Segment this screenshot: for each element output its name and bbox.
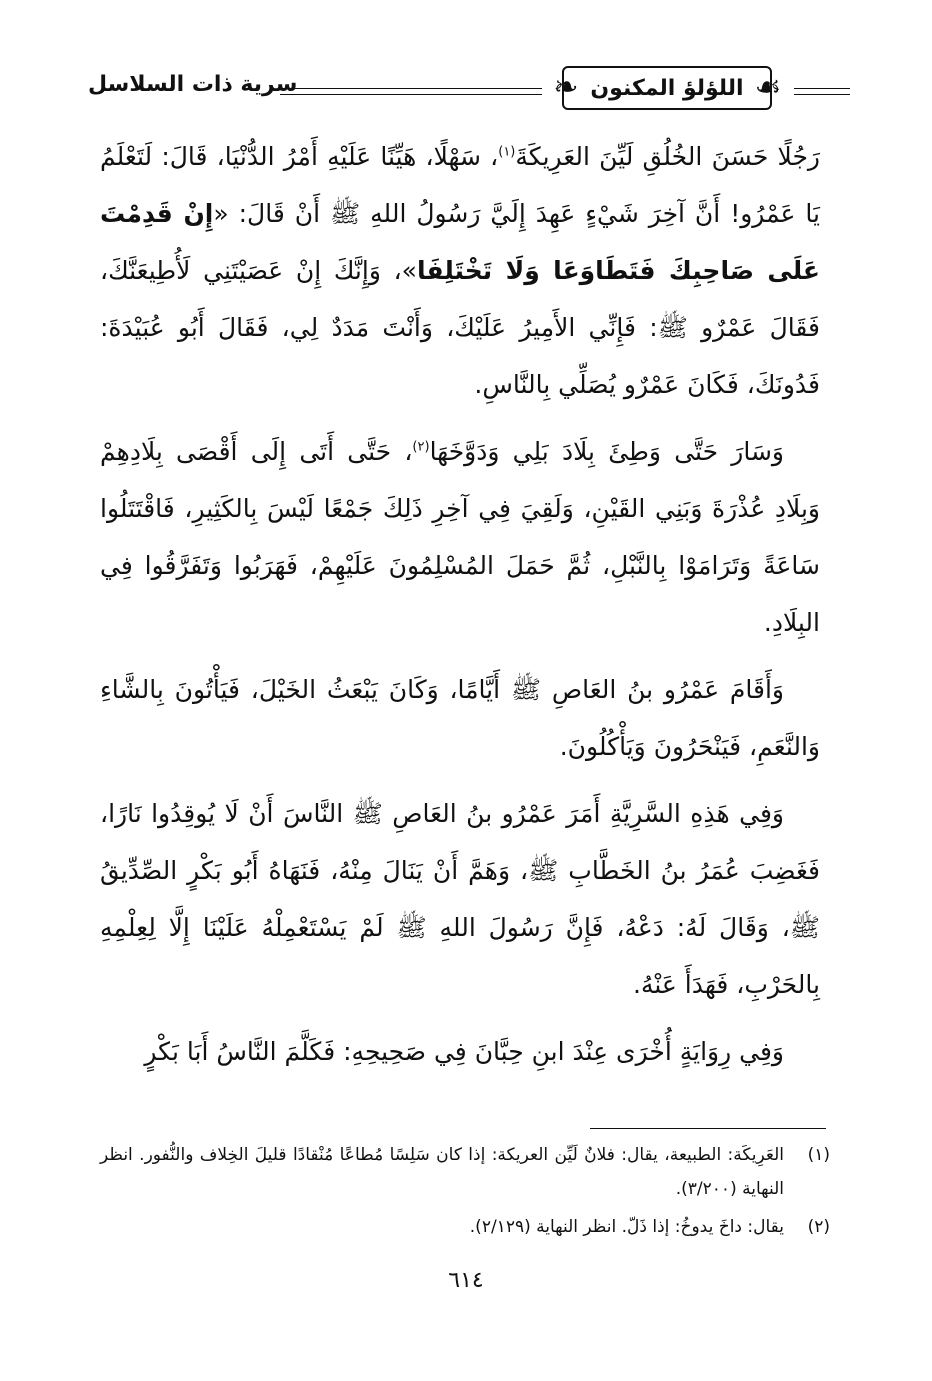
paragraph-text: وَسَارَ حَتَّى وَطِئَ بِلَادَ بَلِي وَدَوَّخَهَا — [429, 437, 784, 466]
header-rule-middle — [280, 88, 542, 95]
paragraph-text: وَفِي هَذِهِ السَّرِيَّةِ أَمَرَ عَمْرُو بنُ العَاصِ ﷺ النَّاسَ أَنْ لَا يُوقِدُوا نَارًا، فَغَضِبَ عُمَرُ بنُ الخَطَّابِ ﷺ، وَهَمَّ أَنْ يَنَالَ مِنْهُ، فَنَهَاهُ أَبُو بَكْرٍ الصِّدِّيقُ ﷺ، وَقَالَ لَهُ: دَعْهُ، فَإِنَّ رَسُولَ اللهِ ﷺ لَمْ يَسْتَعْمِلْهُ عَلَيْنَا إِلَّا لِعِلْمِهِ بِالحَرْبِ، فَهَدَأَ عَنْهُ. — [100, 799, 820, 999]
chapter-title: سرية ذات السلاسل — [88, 72, 298, 97]
paragraph-text: وَأَقَامَ عَمْرُو بنُ العَاصِ ﷺ أَيَّامًا، وَكَانَ يَبْعَثُ الخَيْلَ، فَيَأْتُونَ بِالشَّاءِ وَالنَّعَمِ، فَيَنْحَرُونَ وَيَأْكُلُونَ. — [100, 675, 820, 761]
paragraph-text: وَفِي رِوَايَةٍ أُخْرَى عِنْدَ ابنِ حِبَّانَ فِي صَحِيحِهِ: فَكَلَّمَ النَّاسُ أَبَا بَكْرٍ — [144, 1037, 784, 1066]
page-number: ٦١٤ — [448, 1268, 484, 1293]
body-paragraph — [100, 423, 820, 651]
hadith-quote: إِنْ قَدِمْتَ عَلَى صَاحِبِكَ فَتَطَاوَعَا وَلَا تَخْتَلِفَا — [100, 199, 820, 285]
paragraph-text: ، حَتَّى أَتَى إِلَى أَقْصَى بِلَادِهِمْ وَبِلَادِ عُذْرَةَ وَبَنِي القَيْنِ، وَلَقِيَ فِي آخِرِ ذَلِكَ جَمْعًا لَيْسَ بِالكَثِيرِ، فَاقْتَتَلُوا سَاعَةً وَتَرَامَوْا بِالنَّبْلِ، ثُمَّ حَمَلَ المُسْلِمُونَ عَلَيْهِمْ، فَهَرَبُوا وَتَفَرَّقُوا فِي البِلَادِ. — [100, 437, 820, 637]
ornament-right-icon: ☙ — [754, 70, 782, 105]
header-rule-right — [794, 88, 850, 95]
body-text — [100, 128, 820, 1090]
body-paragraph — [100, 661, 820, 775]
ornament-left-icon: ❧ — [553, 70, 579, 105]
footnote-text: يقال: داخَ يدوخُ: إذا ذَلّ. انظر النهاية (٢/١٢٩). — [469, 1217, 784, 1237]
book-title-cartouche — [552, 62, 782, 114]
footnote-reference: (١) — [498, 144, 516, 160]
book-title: اللؤلؤ المكنون — [590, 75, 744, 101]
footnote-number: (٢) — [807, 1217, 830, 1237]
footnote-number: (١) — [807, 1145, 830, 1165]
footnotes — [100, 1138, 830, 1248]
paragraph-text: ، سَهْلًا، هَيِّنًا عَلَيْهِ أَمْرُ الدُّنْيَا، قَالَ: لَتَعْلَمُ يَا عَمْرُو! أَنَّ آخِرَ شَيْءٍ عَهِدَ إِلَيَّ رَسُولُ اللهِ ﷺ أَنْ قَالَ: « — [100, 142, 820, 228]
body-paragraph — [100, 128, 820, 413]
footnote-separator — [590, 1128, 826, 1129]
running-header — [80, 62, 850, 118]
body-paragraph — [100, 785, 820, 1013]
footnote-item — [100, 1210, 830, 1244]
paragraph-text: رَجُلًا حَسَنَ الخُلُقِ لَيِّنَ العَرِيكَةَ — [515, 142, 820, 171]
footnote-item — [100, 1138, 830, 1206]
paragraph-text: »، وَإِنَّكَ إِنْ عَصَيْتَنِي لَأُطِيعَنَّكَ، فَقَالَ عَمْرٌو ﷺ: فَإِنِّي الأَمِيرُ عَلَيْكَ، وَأَنْتَ مَدَدٌ لِي، فَقَالَ أَبُو عُبَيْدَةَ: فَدُونَكَ، فَكَانَ عَمْرٌو يُصَلِّي بِالنَّاسِ. — [100, 256, 820, 399]
footnote-reference: (٢) — [412, 439, 430, 455]
body-paragraph — [100, 1023, 820, 1080]
footnote-text: العَرِيكَة: الطبيعة، يقال: فلانٌ لَيِّن العريكة: إذا كان سَلِسًا مُطاعًا مُنْقادًا قليلَ الخِلاف والنُّفور. انظر النهاية (٣/٢٠٠). — [100, 1145, 784, 1199]
